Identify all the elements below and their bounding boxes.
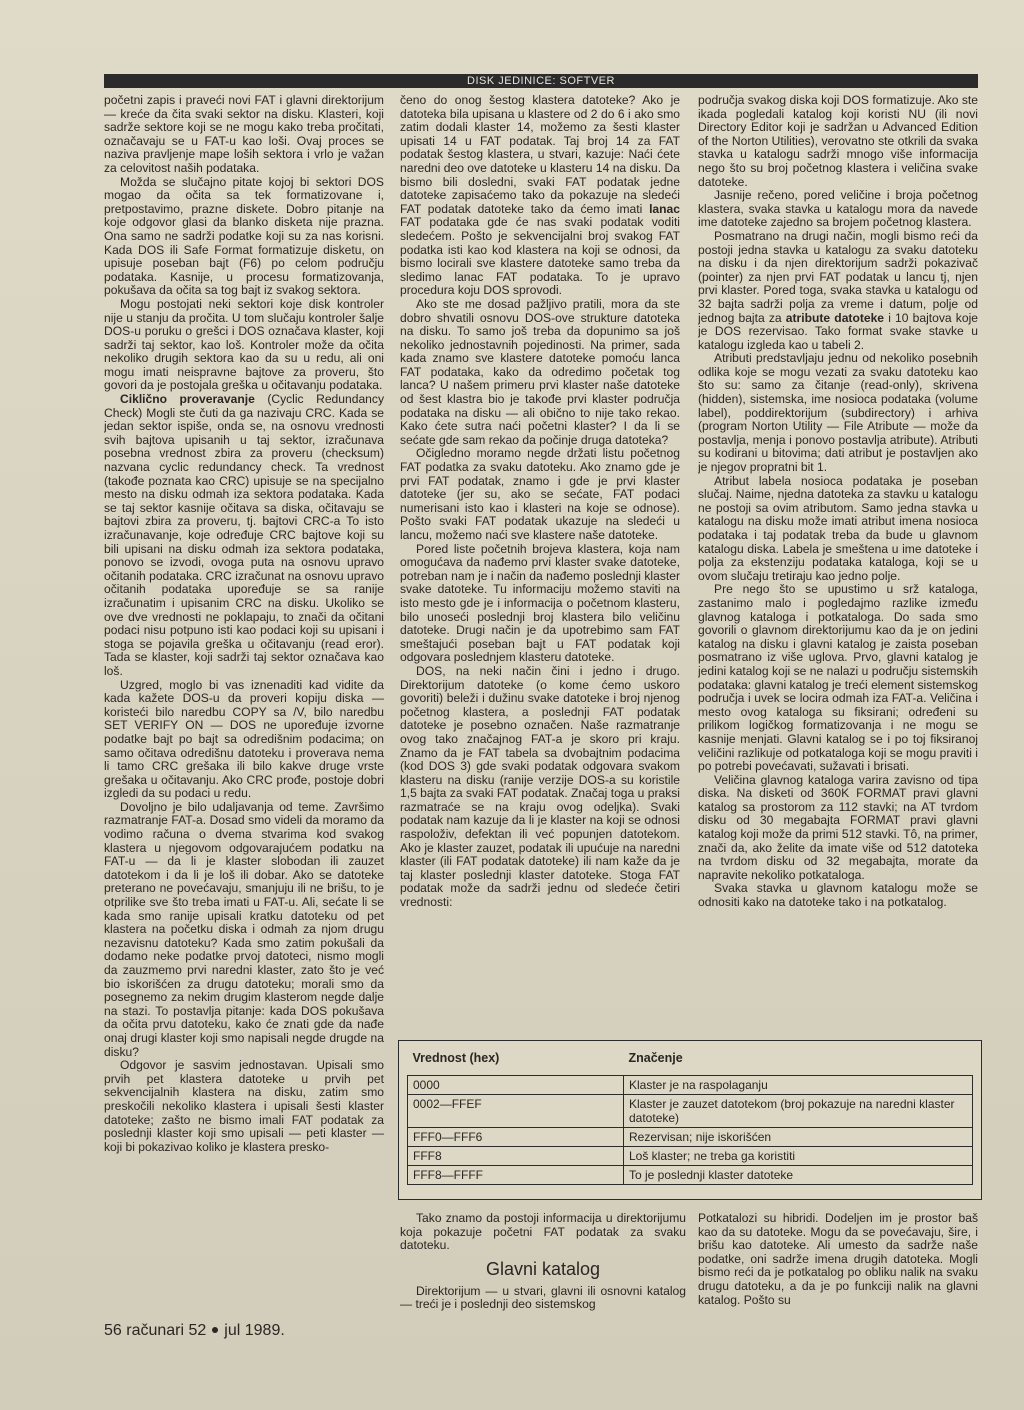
table-row [408,1166,973,1185]
table-cell: FFF0—FFF6 [408,1128,624,1147]
paragraph: Atributi predstavljaju jednu od nekoliko posebnih odlika koje se mogu vezati za svaku datoteku kao što su: samo za čitanje (read-only), skrivena (hidden), sistemska, ime nosioca podataka (volume label), poddirektorijum (subdirectory) i arhiva (program Norton Utility — File Atribute — može da postavlja, menja i ponovo postavlja atribute). Atributi su kodirani u bitovima; dati atribut je postavljen ako je njegov propratni bit 1. [698,351,978,475]
table-row [408,1147,973,1166]
table-cell: 0000 [408,1076,624,1095]
paragraph: DOS, na neki način čini i jedno i drugo. Direktorijum datoteke (o kome ćemo uskoro govoriti) beleži i dužinu svake datoteke i broj njenog početnog klastera, a poslednji FAT podatak datoteke je posebno označen. Naše razmatranje ovog tako značajnog FAT-a je skoro pri kraju. Znamo da je FAT tabela sa dvobajtnim podacima (kod DOS 3) gde svaki podatak odgovara svakom klasteru na disku (ranije verzije DOS-a su koristile 1,5 bajta za svaki FAT podatak. Značaj toga u praksi razmatraće se na kraju ovog odeljka). Svaki podatak nam kazuje da li je klaster na koji se odnosi raspoloživ, defektan ili već popunjen datotekom. Ako je klaster zauzet, podatak ili upućuje na naredni klaster (ili FAT podatak datoteke) ili nam kaže da je taj klaster poslednji klaster datoteke. Stoga FAT podatak može da sadrži jednu od sledeće četiri vrednosti: [400,663,680,910]
section-heading: Glavni katalog [485,1258,601,1279]
table-cell: Loš klaster; ne treba ga koristiti [624,1147,973,1166]
column-3 [698,94,978,1036]
term-atribute-datoteke: atribute datoteke [785,310,885,325]
crc-heading: Ciklično proveravanje [120,392,255,407]
term-lanac: lanac [649,201,680,216]
text-run: i 10 bajtova koje je DOS rezervisao. Tako format svake stavke u katalogu izgleda kao u tabeli 2. [698,310,978,352]
table-cell: Klaster je zauzet datotekom (broj pokazuje na naredni klaster datoteke) [624,1095,973,1128]
table-cell: Rezervisan; nije iskorišćen [624,1128,973,1147]
paragraph: Mogu postojati neki sektori koje disk kontroler nije u stanju da pročita. U tom slučaju kontroler šalje DOS-u poruku o grešci i DOS označava klaster, koji sadrži taj sektor, kao loš. Kontroler može da očita nekoliko drugih sektora kao da su u redu, ali oni mogu imati neispravne bajtove za proveru, što govori da je postojala greška u očitavanju podataka. [104,296,384,393]
text-run: Posmatrano na drugi način, mogli bismo reći da postoji jedna stavka u katalogu za svaku datoteku na disku i da njen direktorijum sadrži pokazivač (pointer) za njen prvi FAT podatak u lancu tj, njen prvi klaster. Pored toga, svaka stavka u katalogu od 32 bajta sadrži polja za vreme i datum, polje od jednog bajta za [698,228,978,325]
paragraph: Dovoljno je bilo udaljavanja od teme. Završimo razmatranje FAT-a. Dosad smo videli da moramo da vodimo računa o dvema stvarima kod svakog klastera u njegovom odgovarajućem podatku na FAT-u — da li je klaster slobodan ili zauzet datotekom i da li je loš ili dobar. Ako se datoteke preterano ne povećavaju, smanjuju ili ne brišu, to je otprilike sve što treba imati u FAT-u. Ali, sećate li se kada smo ranije upisali kratku datoteku od pet klastera na početku diska i odmah za njom drugu nezavisnu datoteku? Kada smo zatim pokušali da dodamo neke podatke prvoj datoteci, nismo mogli da zauzmemo prvi naredni klaster, zato što je već bio iskorišćen za drugu datoteku; morali smo da posegnemo za nekim drugim klasterom negde dalje na stazi. To postavlja pitanje: kada DOS pokušava da očita prvu datoteku, kako će znati gde da nađe onaj drugi klaster koji smo napisali negde drugde na disku? [104,799,384,1059]
bullet-icon [212,1327,218,1333]
table-cell: To je poslednji klaster datoteke [624,1166,973,1185]
paragraph-crc [104,393,384,678]
paragraph: Odgovor je sasvim jednostavan. Upisali smo prvih pet klastera datoteke u prvih pet sekvencijalnih klastera na disku, zatim smo preskočili nekoliko klastera i upisali šesti klaster datoteke; zašto ne bismo imali FAT podatak za poslednji klaster koji smo upisali — peti klaster — koji bi pokazivao koliko je klastera presko- [104,1058,384,1154]
paragraph: Direktorijum — u stvari, glavni ili osnovni katalog — treći je i poslednji deo sistemskog [400,1283,686,1312]
footer-date: jul 1989. [224,1322,285,1339]
text-run: FAT podataka gde će nas svaki podatak voditi sledećem. Pošto je sekvencijalni broj svakog FAT podatka isti kao kod klastera na koji se odnosi, da bismo locirali sve klastere datoteke samo treba da sledimo lanac FAT podataka. To je upravo procedura koju DOS sprovodi. [400,215,680,298]
paragraph: Pre nego što se upustimo u srž kataloga, zastanimo malo i pogledajmo razlike između glavnog kataloga i potkataloga. Do sada smo govorili o glavnom direktorijumu kao da je on jedini katalog na disku i glavni katalog je zaista poseban posmatrano iz više uglova. Prvo, glavni katalog je jedini katalog koji se ne nalazi u području sistemskih podataka: glavni katalog je treći element sistemskog područja i uvek se locira odmah iza FAT-a. Veličina i mesto ovog kataloga su fiksirani; određeni su prilikom logičkog formatizovanja i ne mogu se kasnije menjati. Glavni katalog se i po toj fiksiranoj veličini razlikuje od potkataloga koji se mogu praviti i po potrebi povećavati, sužavati i brisati. [698,582,978,774]
paragraph: Ako ste me dosad pažljivo pratili, mora da ste dobro shvatili osnovu DOS-ove strukture datoteka na disku. To samo još treba da dopunimo sa još nekoliko jednostavnih pojedinosti. Na primer, sada kada znamo sve klastere datoteke pomoću lanca FAT podataka, kako da odredimo početak tog lanca? U našem primeru prvi klaster naše datoteke od šest klastra bio je takođe prvi klaster područja podataka na disku — ali obično to nije tako rekao. Kako ćete sutra naći početni klaster? I da li se sećate gde sam rekao da počinje druga datoteka? [400,296,680,447]
table-row [408,1128,973,1147]
column-3-bottom [698,1212,978,1318]
column-1 [104,94,384,1314]
fat-values-table [407,1049,973,1185]
table-header: Značenje [624,1049,973,1076]
table-cell: Klaster je na raspolaganju [624,1076,973,1095]
section-header: DISK JEDINICE: SOFTVER [104,74,978,88]
paragraph-atributi [698,230,978,352]
page-footer [104,1322,285,1340]
text-run: čeno do onog šestog klastera datoteke? Ako je datoteka bila upisana u klastere od 2 do 6 i ako smo zatim dodali klaster 14, možemo za šesti klaster upisati 14 u FAT podatak. Taj broj 14 za FAT podatak šestog klastera, u stvari, kazuje: Naći ćete naredni deo ove datoteke u klasteru 14 na disku. Da bismo bili dosledni, svaki FAT podatak jedne datoteke zapisaćemo tako da pokazuje na sledeći FAT podatak datoteke tako da ćemo imati [400,94,680,216]
column-2-bottom [400,1212,686,1318]
table-header: Vrednost (hex) [408,1049,624,1076]
paragraph: Možda se slučajno pitate kojoj bi sektori DOS mogao da očita sa tek formatizovane i, pretpostavimo, prazne diskete. Dobro pitanje na koje odgovor glasi da blanko disketa nije prazna. Ona samo ne sadrži podatke koji su za nas korisni. Kada DOS ili Safe Format formatizuje disketu, on upisuje poseban bajt (F6) po celom području podataka. Kasnije, u procesu formatizovanja, pokušava da očita sa tog bajt iz svakog sektora. [104,174,384,298]
paragraph: Uzgred, moglo bi vas iznenaditi kad vidite da kada kažete DOS-u da proveri kopiju diska — koristeći bilo naredbu COPY sa /V, bilo naredbu SET VERIFY ON — DOS ne upoređuje izvorne podatke bajt po bajt sa odredišnim podacima; on samo očitava odredišnu datoteku i proverava nema li tamo CRC grešaka ili bilo kakve druge vrste grešaka u očitavanju. Ako CRC prođe, postoje dobri izgledi da su podaci u redu. [104,677,384,801]
table-header-row [408,1049,973,1076]
paragraph: Atribut labela nosioca podataka je poseban slučaj. Naime, njedna datoteka za stavku u katalogu ne postoji sa ovim atributom. Samo jedna stavka u katalogu na disku može imati atribut imena nosioca podataka i taj podatak treba da bude u glavnom katalogu diska. Labela je smeštena u ime datoteke i polja za ekstenziju podataka kataloga, koji se u ovom slučaju tretiraju kao jedno polje. [698,473,978,583]
paragraph: područja svakog diska koji DOS formatizuje. Ako ste ikada pogledali katalog koji koristi NU (ili novi Directory Editor koji je sadržan u Advanced Edition of the Norton Utilities), verovatno ste otkrili da svaka stavka u katalogu sadrži mnogo više informacija nego što su broj početnog klastera i veličina svake datoteke. [698,94,978,189]
paragraph: Potkatalozi su hibridi. Dodeljen im je prostor baš kao da su datoteke. Mogu da se povećavaju, šire, i brišu kao datoteke. Ali umesto da sadrže naše podatke, oni sadrže imena drugih datoteka. Mogli bismo reći da je potkatalog po obliku nalik na svaku drugu datoteku, a da je po funkciji nalik na glavni katalog. Pošto su [698,1211,978,1307]
paragraph: Tako znamo da postoji informacija u direktorijumu koja pokazuje početni FAT podatak za svaku datoteku. [400,1211,686,1253]
fat-values-table-box [398,1040,982,1200]
footer-issue: 56 računari 52 [104,1322,207,1339]
paragraph: Veličina glavnog kataloga varira zavisno od tipa diska. Na disketi od 360K FORMAT pravi glavni katalog sa prostorom za 112 stavki; na AT tvrdom disku od 30 megabajta FORMAT pravi glavni katalog koji može da primi 512 stavki. Tô, na primer, znači da, ako želite da imate više od 512 datoteka na tvrdom disku od 32 megabajta, morate da napravite nekoliko potkataloga. [698,772,978,882]
paragraph: Pored liste početnih brojeva klastera, koja nam omogućava da nađemo prvi klaster svake datoteke, potreban nam je i način da nađemo poslednji klaster svake datoteke. Tu informaciju možemo staviti na isto mesto gde je i informacija o početnom klasteru, bilo unoseći poslednji broj klastera bilo veličinu datoteke. Drugi način je da upotrebimo sam FAT smeštajući poseban bajt u FAT podatak koji odgovara poslednjem klasteru datoteke. [400,541,680,665]
column-2 [400,94,680,1034]
table-cell: FFF8 [408,1147,624,1166]
table-row [408,1076,973,1095]
paragraph: Jasnije rečeno, pored veličine i broja početnog klastera, svaka stavka u katalogu mora da navede ime datoteke zajedno sa brojem početnog klastera. [698,188,978,230]
table-row [408,1095,973,1128]
paragraph: početni zapis i praveći novi FAT i glavni direktorijum — kreće da čita svaki sektor na disku. Klasteri, koji sadrže sektore koji se ne mogu kako treba pročitati, označavaju se u FAT-u kao loši. Ovaj proces se naziva pravljenje mape loših sektora i vrlo je važan za celovitost naših podataka. [104,94,384,175]
crc-text: (Cyclic Redundancy Check) Mogli ste čuti da ga nazivaju CRC. Kada se jedan sektor ispiše, onda se, na osnovu vrednosti svih bajtova upisanih u taj sektor, izračunava posebna vrednost zbira za proveru (checksum) nazvana cyclic redundancy check. Ta vrednost (takođe poznata kao CRC) upisuje se na specijalno mesto na disku odmah iza sektora podataka. Kada se taj sektor kasnije očitava sa diska, očitavaju se bajtovi zbira za proveru, tj. bajtovi CRC-a To isto izračunavanje, koje određuje CRC bajtove koji su bili upisani na disku odmah iza sektora podataka, ponovo se izvodi, ovoga puta na osnovu upravo očitanih podataka. CRC izračunat na osnovu upravo očitanih podataka upoređuje se sa ranije izračunatim i upisanim CRC na disku. Ukoliko se ove dve vrednosti ne poklapaju, to znači da očitani podaci nisu potpuno isti kao podaci koji su upisani i stoga se pojavila greška u očitavanju (read eror). Tada se klaster, koji sadrži taj sektor označava kao loš. [104,392,384,678]
paragraph-lanac [400,94,680,298]
paragraph: Očigledno moramo negde držati listu početnog FAT podatka za svaku datoteku. Ako znamo gde je prvi FAT podatak, znamo i gde je prvi klaster datoteke (jer su, ako se sećate, FAT podaci numerisani isto kao i klasteri na koje se odnose). Pošto svaki FAT podatak ukazuje na sledeći u lancu, možemo naći sve klastere naše datoteke. [400,446,680,542]
paragraph: Svaka stavka u glavnom katalogu može se odnositi kako na datoteke tako i na potkatalog. [698,881,978,910]
table-cell: FFF8—FFFF [408,1166,624,1185]
table-cell: 0002—FFEF [408,1095,624,1128]
